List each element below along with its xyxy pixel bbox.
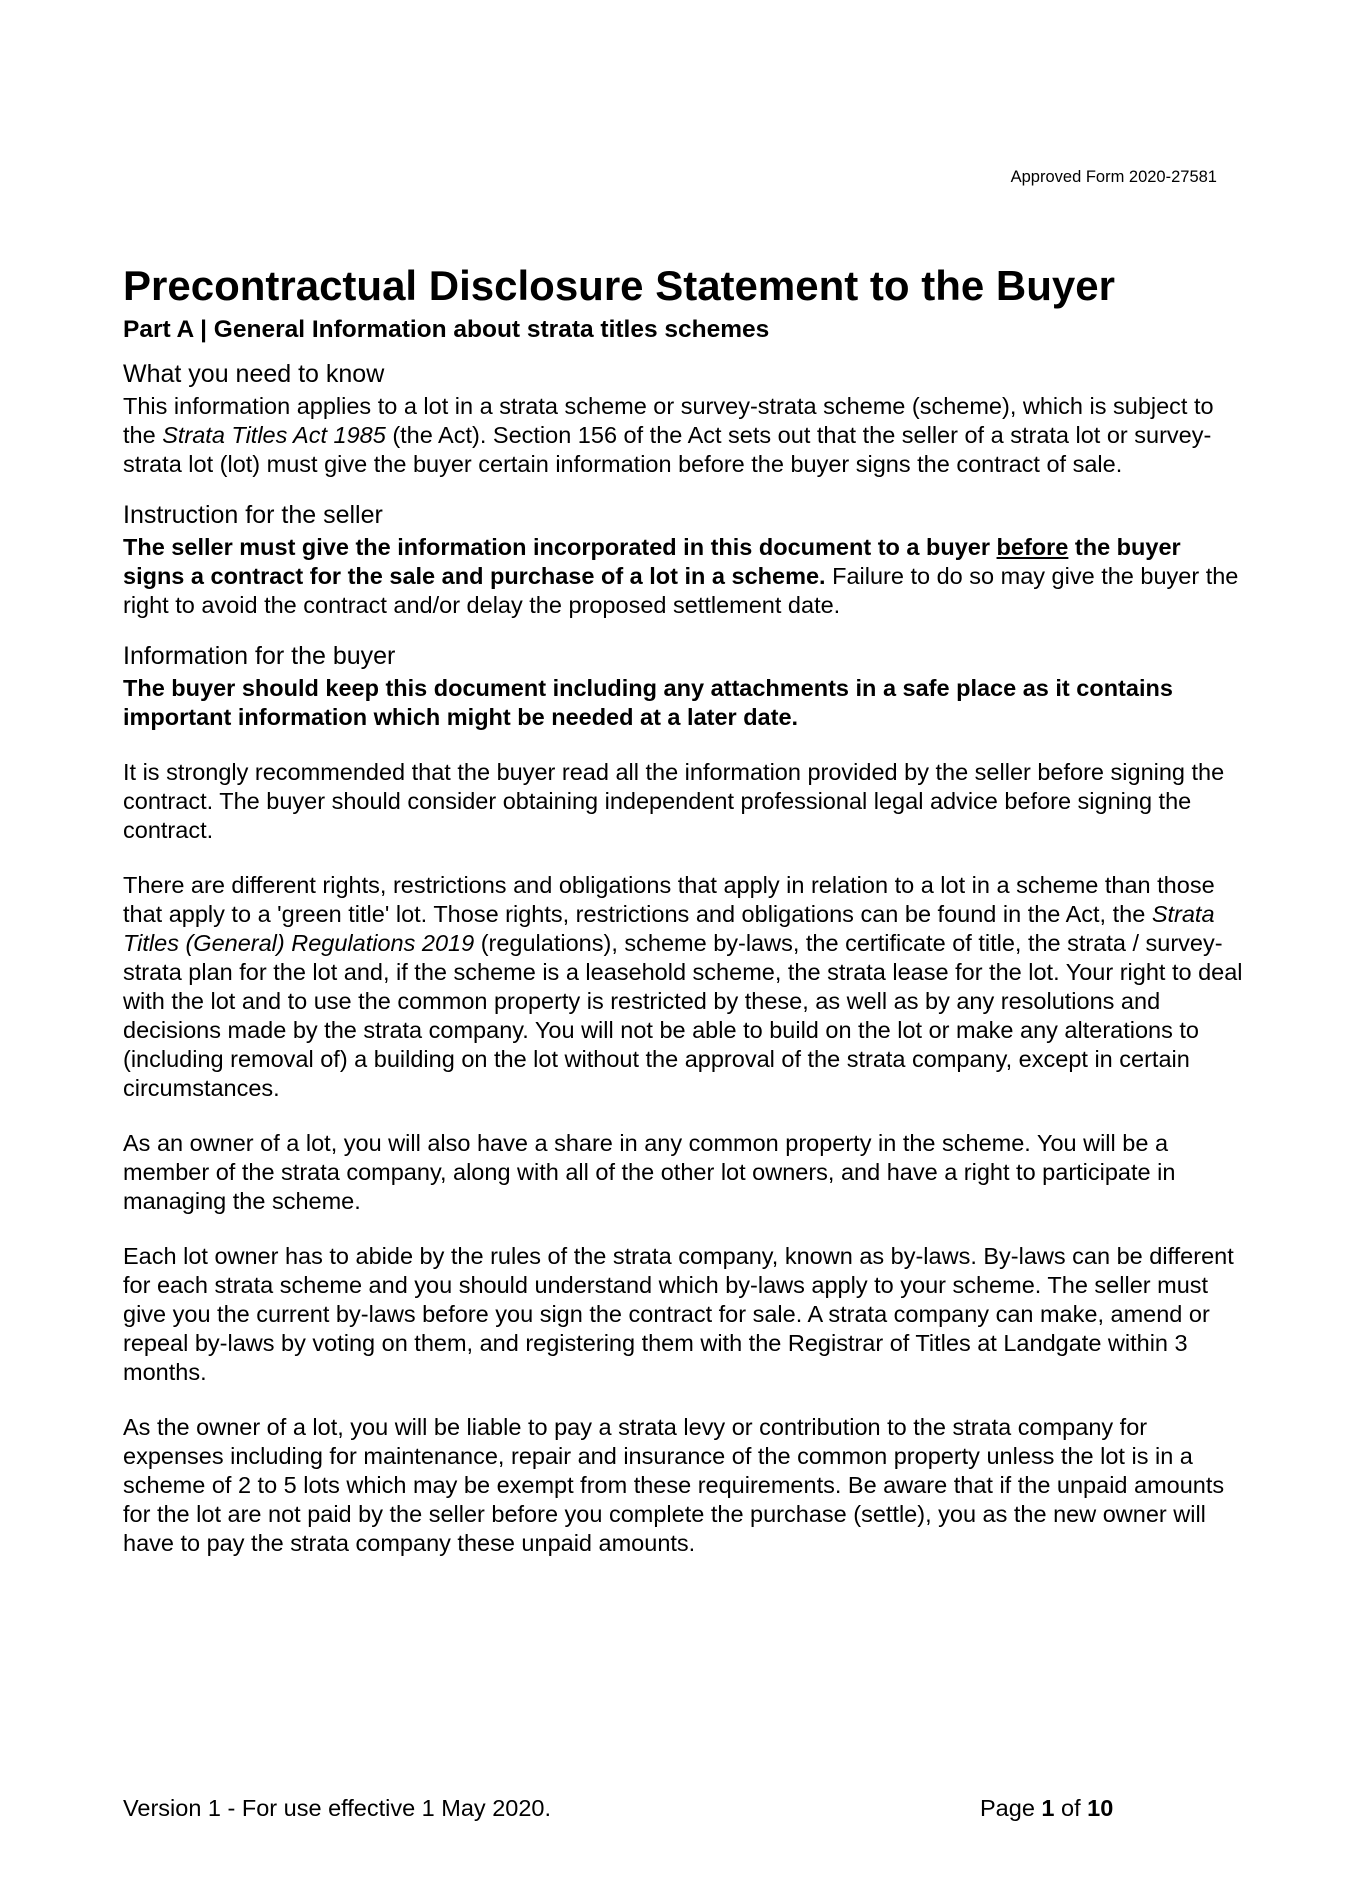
page-number — [980, 1793, 1113, 1823]
section-heading: What you need to know — [123, 360, 385, 388]
paragraph-by-laws: Each lot owner has to abide by the rules of the strata company, known as by-laws. By-laws can be different for each strata scheme and you should understand which by-laws apply to your scheme. The seller must give you the current by-laws before you sign the contract for sale. A strata company can make, amend or repeal by-laws by voting on them, and registering them with the Registrar of Titles at Landgate within 3 months. — [123, 1243, 1234, 1385]
act-title: Strata Titles Act 1985 — [162, 422, 386, 448]
emphasis-before: before — [996, 534, 1069, 560]
paragraph-recommendation: It is strongly recommended that the buyer read all the information provided by the seller before signing the contract. The buyer should consider obtaining independent professional legal advice before signing the contract. — [123, 759, 1225, 843]
approved-form-reference: Approved Form 2020-27581 — [1010, 168, 1217, 186]
paragraph-rights-restrictions — [123, 871, 1248, 1103]
total-pages: 10 — [1087, 1795, 1114, 1821]
text-run: of — [1054, 1795, 1088, 1821]
paragraph-keep-document: The buyer should keep this document including any attachments in a safe place as it contains important information which might be needed at a later date. — [123, 675, 1173, 730]
regulations-title: Strata Titles (General) Regulations 2019 — [123, 901, 1215, 956]
section-information-for-buyer — [123, 638, 1248, 1558]
text-run: The seller must give the information incorporated in this document to a buyer — [123, 534, 997, 560]
text-run: the buyer signs a contract for the sale and purchase of a lot in a scheme. — [123, 534, 1181, 589]
paragraph-seller-instruction — [123, 533, 1248, 620]
section-heading: Instruction for the seller — [123, 501, 383, 529]
text-run: Failure to do so may give the buyer the right to avoid the contract and/or delay the proposed settlement date. — [123, 563, 1239, 618]
text-run: Page — [980, 1795, 1042, 1821]
paragraph-scope — [123, 392, 1248, 479]
text-run: This information applies to a lot in a strata scheme or survey-strata scheme (scheme), which is subject to the — [123, 393, 1214, 448]
text-run: There are different rights, restrictions and obligations that apply in relation to a lot in a scheme than those that apply to a 'green title' lot. Those rights, restrictions and obligations can be found in the Act, the — [123, 872, 1215, 927]
text-run: (regulations), scheme by-laws, the certificate of title, the strata / survey-strata plan for the lot and, if the scheme is a leasehold scheme, the strata lease for the lot. Your right to deal with the lot and to use the common property is restricted by these, as well as by any resolutions and decisions made by the strata company. You will not be able to build on the lot or make any alterations to (including removal of) a building on the lot without the approval of the strata company, except in certain circumstances. — [123, 930, 1243, 1101]
section-heading: Information for the buyer — [123, 642, 396, 670]
current-page: 1 — [1041, 1795, 1055, 1821]
section-instruction-for-seller — [123, 497, 1248, 620]
paragraph-common-property: As an owner of a lot, you will also have a share in any common property in the scheme. You will be a member of the strata company, along with all of the other lot owners, and have a right to participate in managing the scheme. — [123, 1130, 1176, 1214]
version-note: Version 1 - For use effective 1 May 2020. — [123, 1795, 552, 1821]
document-title: Precontractual Disclosure Statement to the Buyer — [123, 262, 1115, 309]
paragraph-strata-levy: As the owner of a lot, you will be liable to pay a strata levy or contribution to the strata company for expenses including for maintenance, repair and insurance of the common property unless the lot is in a scheme of 2 to 5 lots which may be exempt from these requirements. Be aware that if the unpaid amounts for the lot are not paid by the seller before you complete the purchase (settle), you as the new owner will have to pay the strata company these unpaid amounts. — [123, 1414, 1225, 1556]
section-what-you-need-to-know — [123, 356, 1248, 479]
text-run: (the Act). Section 156 of the Act sets out that the seller of a strata lot or survey-strata lot (lot) must give the buyer certain information before the buyer signs the contract of sale. — [123, 422, 1212, 477]
document-subtitle: Part A | General Information about strata titles schemes — [123, 316, 770, 343]
document-body — [123, 258, 1248, 1558]
